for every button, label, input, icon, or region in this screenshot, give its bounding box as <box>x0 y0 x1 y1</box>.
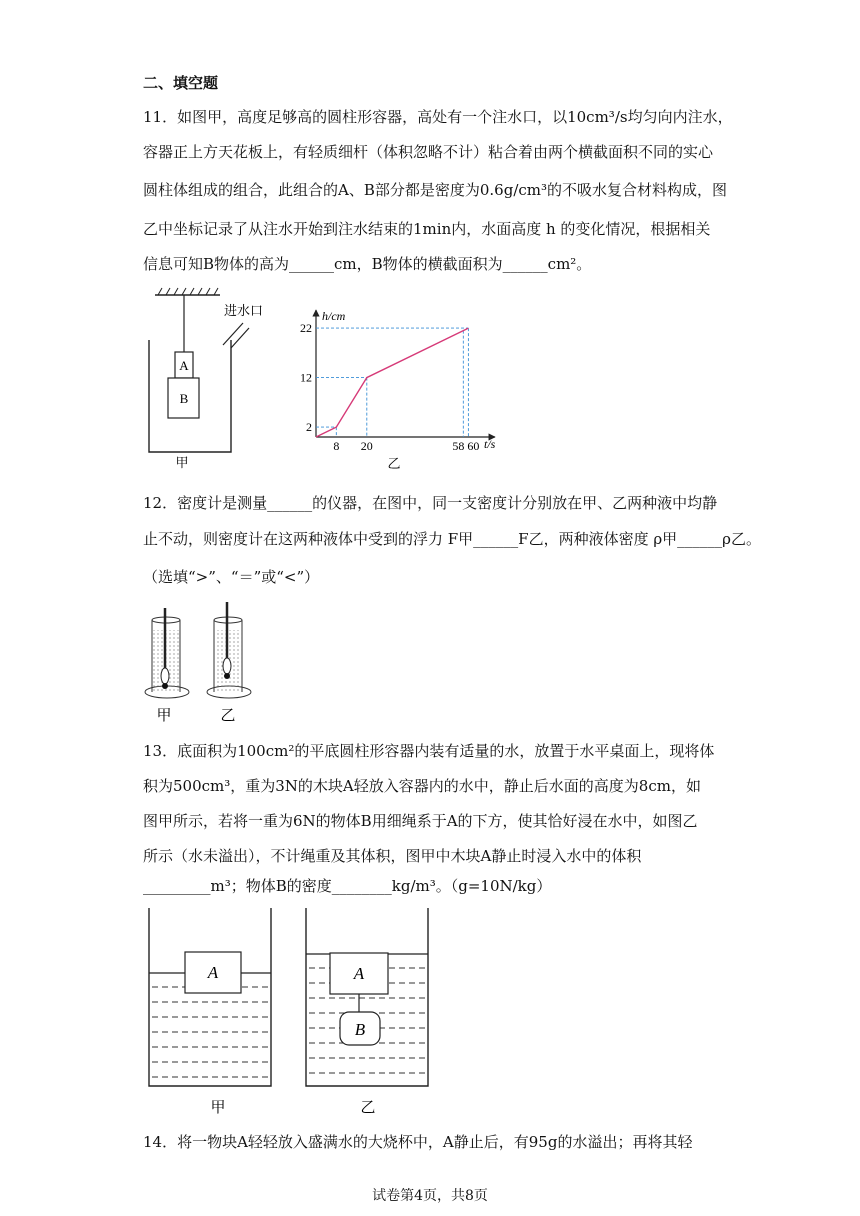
q13-caption-yi: 乙 <box>360 1100 376 1116</box>
inlet-label: 进水口 <box>224 303 264 318</box>
block-b-label-yi: B <box>354 1020 366 1039</box>
fig-yi-caption: 乙 <box>387 456 401 471</box>
q13-line-1: 13．底面积为100cm²的平底圆柱形容器内装有适量的水，放置于水平桌面上，现将体 <box>143 742 715 760</box>
container-jia <box>149 908 271 1086</box>
cylinder-jia <box>145 608 189 698</box>
q13-line-4: 所示（水未溢出），不计绳重及其体积，图甲中木块A静止时浸入水中的体积 <box>143 847 642 865</box>
q13-line-3: 图甲所示，若将一重为6N的物体B用细绳系于A的下方，使其恰好浸在水中，如图乙 <box>143 812 698 830</box>
q11-line-2: 容器正上方天花板上，有轻质细杆（体积忽略不计）粘合着由两个横截面积不同的实心 <box>143 143 714 161</box>
cylinder-yi <box>207 602 251 698</box>
page-footer: 试卷第4页，共8页 <box>372 1188 488 1204</box>
q13-line-2: 积为500cm³，重为3N的木块A轻放入容器内的水中，静止后水面的高度为8cm，如 <box>143 777 701 795</box>
block-a-label-yi: A <box>353 964 365 983</box>
q11-line-4: 乙中坐标记录了从注水开始到注水结束的1min内，水面高度 h 的变化情况，根据相关 <box>143 220 711 238</box>
q11-figure-yi-chart <box>290 300 510 472</box>
q11-line-1: 11．如图甲，高度足够高的圆柱形容器，高处有一个注水口，以10cm³/s均匀向内注水， <box>143 108 733 126</box>
inlet-pipe-1 <box>223 323 243 345</box>
q11-line-3: 圆柱体组成的组合，此组合的A、B部分都是密度为0.6g/cm³的不吸水复合材料构成，图 <box>143 181 728 199</box>
q11-figure-jia <box>140 285 290 470</box>
x-tick-label: 60 <box>467 439 480 453</box>
x-axis-label: t/s <box>484 437 496 451</box>
q13-caption-jia: 甲 <box>210 1100 226 1116</box>
y-tick-label: 22 <box>300 321 312 336</box>
q12-line-1: 12．密度计是测量______的仪器，在图中，同一支密度计分别放在甲、乙两种液中均静 <box>143 494 718 512</box>
q12-line-2: 止不动，则密度计在这两种液体中受到的浮力 F甲______F乙，两种液体密度 ρ甲______ρ乙。 <box>143 530 761 548</box>
y-tick-label: 12 <box>300 370 312 385</box>
y-axis-label: h/cm <box>322 309 346 323</box>
section-title: 二、填空题 <box>143 74 219 92</box>
q12-hydrometer-figure <box>140 600 260 725</box>
fig-jia-caption: 甲 <box>175 455 189 470</box>
water-height-series <box>316 328 468 437</box>
x-tick-label: 20 <box>360 439 373 453</box>
y-tick-label: 2 <box>306 420 312 435</box>
inlet-pipe-2 <box>231 328 249 348</box>
q13-figure <box>140 900 440 1122</box>
q14-line-1: 14．将一物块A轻轻放入盛满水的大烧杯中，A静止后，有95g的水溢出；再将其轻 <box>143 1133 693 1151</box>
block-b-label: B <box>179 391 189 406</box>
q13-line-5: _________m³；物体B的密度________kg/m³。（g=10N/kg） <box>143 877 552 895</box>
hydrometer-caption-yi: 乙 <box>220 708 236 724</box>
block-a-label-jia: A <box>207 963 219 982</box>
x-tick-label: 58 <box>452 439 465 453</box>
q11-line-5: 信息可知B物体的高为______cm，B物体的横截面积为______cm²。 <box>143 255 592 273</box>
hydrometer-caption-jia: 甲 <box>156 708 172 724</box>
container-yi <box>306 908 428 1086</box>
x-tick-label: 8 <box>333 439 340 453</box>
ceiling <box>155 288 220 295</box>
q12-line-3: （选填“>”、“＝”或“<”） <box>143 568 320 586</box>
block-a-label: A <box>179 358 189 373</box>
